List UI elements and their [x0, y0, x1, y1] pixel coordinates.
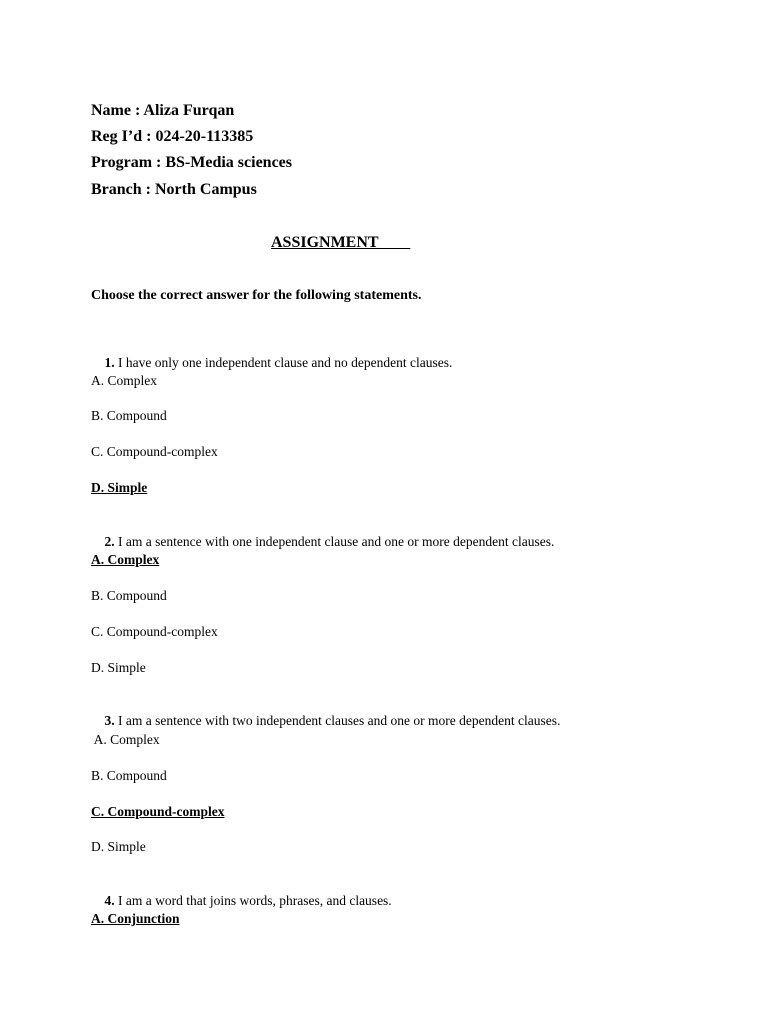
question-text: I am a sentence with one independent clause and one or more dependent clauses. [114, 534, 555, 549]
option-3a: A. Complex [91, 732, 160, 747]
assignment-title: ASSIGNMENT [271, 234, 411, 251]
student-name: Name : Aliza Furqan [91, 102, 235, 119]
question-number: 4. [104, 893, 115, 908]
option-1b: B. Compound [91, 408, 167, 423]
option-4a-correct: A. Conjunction [91, 911, 180, 926]
question-3 [91, 694, 560, 748]
student-program: Program : BS-Media sciences [91, 154, 292, 171]
option-2b: B. Compound [91, 588, 167, 603]
question-text: I am a sentence with two independent clauses and one or more dependent clauses. [114, 713, 561, 728]
student-reg-id: Reg I’d : 024-20-113385 [91, 128, 254, 145]
question-number: 1. [104, 355, 115, 370]
question-2 [91, 515, 554, 569]
option-2d: D. Simple [91, 660, 146, 675]
question-number: 2. [104, 534, 115, 549]
option-1d-correct: D. Simple [91, 480, 148, 495]
option-3c-correct: C. Compound-complex [91, 804, 225, 819]
option-1a: A. Complex [91, 373, 157, 388]
question-text: I am a word that joins words, phrases, and clauses. [114, 893, 392, 908]
option-1c: C. Compound-complex [91, 444, 218, 459]
instruction-text: Choose the correct answer for the following statements. [91, 288, 422, 303]
question-number: 3. [104, 713, 115, 728]
option-2a-correct: A. Complex [91, 552, 160, 567]
question-text: I have only one independent clause and no dependent clauses. [114, 355, 453, 370]
option-2c: C. Compound-complex [91, 624, 218, 639]
option-3b: B. Compound [91, 768, 167, 783]
student-branch: Branch : North Campus [91, 181, 257, 198]
option-3d: D. Simple [91, 839, 146, 854]
